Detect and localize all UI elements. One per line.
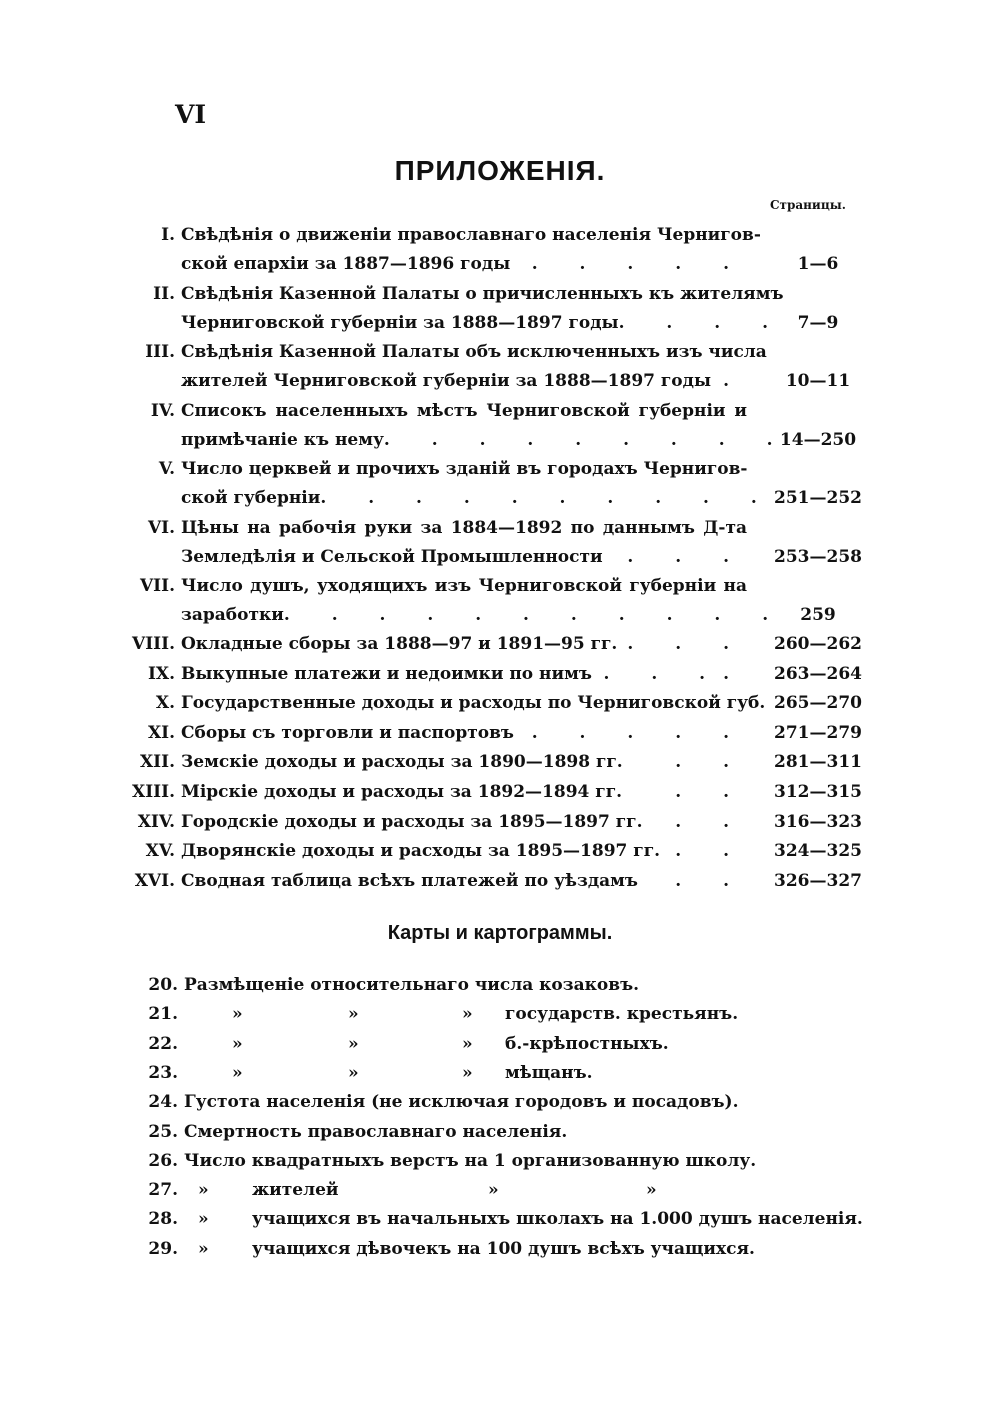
appendix-title: Дворянскіе доходы и расходы за 1895—1897 гг. [181,841,661,862]
ditto-mark: » [232,1062,243,1083]
appendix-pages: 263—264 [774,663,862,684]
appendix-pages: 253—258 [774,546,862,567]
ditto-mark: » [462,1062,473,1083]
map-number: 22. [148,1033,178,1054]
leader-dots: . . . [627,634,747,654]
ditto-mark: » [462,1033,473,1054]
appendix-pages: 7—9 [797,312,839,333]
map-text: учащихся дѣвочекъ на 100 душъ всѣхъ учащихся. [252,1238,755,1259]
appendix-number: XI. [147,722,175,743]
leader-dots: . . [675,752,747,773]
map-number: 25. [148,1121,178,1142]
appendix-text-line1: Свѣдѣнія о движеніи православнаго населенія Чернигов- [181,225,761,245]
appendix-number: VIII. [132,634,175,654]
ditto-mark: » [348,1004,359,1025]
appendix-text-line2 [181,543,747,572]
map-text: Густота населенія (не исключая городовъ и посадовъ). [184,1092,739,1113]
appendix-text-line1: Свѣдѣнія Казенной Палаты о причисленныхъ къ жителямъ [181,283,784,304]
appendix-title-end: Земледѣлія и Сельской Промышленности [181,546,603,567]
appendix-pages: 324—325 [774,841,862,862]
leader-dots: . . [675,841,747,862]
appendix-text-line2 [181,367,747,396]
appendix-number: XII. [139,752,175,773]
appendix-pages: 259 [800,605,836,625]
ditto-mark: » [198,1209,209,1230]
ditto-mark: » [646,1180,657,1201]
appendix-number: III. [145,342,175,362]
map-number: 28. [148,1209,178,1230]
appendix-text [181,808,747,837]
appendix-text [181,689,766,718]
appendix-pages: 312—315 [774,782,862,802]
appendix-number: IV. [150,400,175,421]
ditto-mark: » [198,1238,209,1259]
leader-dots: . . [675,782,747,802]
appendix-title: Сборы съ торговли и паспортовъ [181,722,514,743]
appendix-text-line1: Свѣдѣнія Казенной Палаты объ исключенныхъ изъ числа [181,342,767,362]
leader-dots: . . . . . [531,722,747,743]
map-number: 26. [148,1150,178,1171]
appendix-text [181,660,747,689]
page-number: VI [175,100,207,129]
appendix-number: VII. [139,576,175,596]
map-number: 24. [148,1092,178,1113]
appendix-text [181,719,747,748]
appendix-text-line2 [181,426,791,455]
map-text: государств. крестьянъ. [505,1004,739,1025]
map-text: мѣщанъ. [505,1062,593,1083]
appendix-pages: 260—262 [774,634,862,654]
ditto-mark: » [348,1033,359,1054]
appendix-pages: 281—311 [774,752,862,773]
appendix-number: X. [155,693,175,714]
appendix-title: Государственные доходы и расходы по Черниговской губ. [181,693,766,714]
appendix-number: I. [161,225,175,245]
appendix-text-line1: Цѣны на рабочія руки за 1884—1892 по даннымъ Д-та [181,517,747,538]
appendix-pages: 10—11 [785,371,851,391]
appendix-title: Выкупные платежи и недоимки по нимъ [181,663,592,684]
appendix-text-line1: Списокъ населенныхъ мѣстъ Черниговской губерніи и [181,400,747,421]
leader-dots: . [723,371,747,391]
appendix-pages: 14—250 [779,429,857,450]
appendix-pages: 271—279 [774,722,862,743]
map-text: Размѣщеніе относительнаго числа козаковъ. [184,975,640,995]
map-number: 27. [148,1180,178,1201]
ditto-mark: » [198,1180,209,1201]
leader-dots: . . . . . . . . . . [320,488,775,508]
appendix-number: II. [153,283,175,304]
map-text: б.-крѣпостныхъ. [505,1033,669,1054]
appendix-pages: 1—6 [797,254,839,274]
appendix-text [181,778,747,807]
appendix-pages: 316—323 [774,811,862,832]
ditto-mark: » [488,1180,499,1201]
appendix-pages: 326—327 [774,870,862,891]
appendix-pages: 265—270 [774,693,862,714]
map-number: 21. [148,1004,178,1025]
appendix-title: Окладные сборы за 1888—97 и 1891—95 гг. [181,634,618,654]
map-text: жителей [252,1180,339,1201]
appendix-text-line1: Число душъ, уходящихъ изъ Черниговской губерніи на [181,576,747,596]
appendix-text [181,748,747,777]
appendix-title-end: примѣчаніе къ нему [181,429,384,450]
leader-dots: . . [675,870,747,891]
appendix-number: VI. [147,517,175,538]
map-number: 29. [148,1238,178,1259]
ditto-mark: » [462,1004,473,1025]
leader-dots: . . [675,811,747,832]
maps-section-title: Карты и картограммы. [387,922,613,944]
appendix-number: XV. [145,841,175,862]
appendix-title-end: Черниговской губерніи за 1888—1897 годы [181,312,619,333]
appendix-text [181,837,747,866]
appendix-text [181,867,747,896]
leader-dots: . . . . . . . . . [383,429,791,450]
page-title: ПРИЛОЖЕНІЯ. [394,155,606,186]
appendix-title-end: жителей Черниговской губерніи за 1888—1897 годы [181,371,712,391]
appendix-number: IX. [147,663,175,684]
map-text: Число квадратныхъ верстъ на 1 организованную школу. [184,1150,757,1171]
appendix-number: XIV. [137,811,175,832]
appendix-title-end: ской губерніи [181,488,321,508]
appendix-title: Сводная таблица всѣхъ платежей по уѣздамъ [181,870,638,891]
appendix-pages: 251—252 [774,488,862,508]
appendix-text-line2 [181,250,747,279]
map-text: Смертность православнаго населенія. [184,1121,568,1142]
leader-dots: . . . [627,546,747,567]
appendix-text-line2 [181,484,775,513]
ditto-mark: » [232,1004,243,1025]
map-number: 23. [148,1062,178,1083]
appendix-number: XVI. [134,870,175,891]
appendix-number: V. [158,459,175,479]
appendix-text-line2 [181,309,787,338]
leader-dots: . . .. [603,663,747,684]
appendix-text-line2 [181,601,787,630]
appendix-text [181,630,747,659]
appendix-text-line1: Число церквей и прочихъ зданій въ городахъ Чернигов- [181,459,748,479]
appendix-title: Мірскіе доходы и расходы за 1892—1894 гг. [181,782,623,802]
pages-column-header: Страницы. [770,198,846,212]
leader-dots: . . . . . . . . . . . [283,605,787,625]
ditto-mark: » [348,1062,359,1083]
appendix-title-end: ской епархіи за 1887—1896 годы [181,254,511,274]
leader-dots: . . . . . [531,254,747,274]
appendix-number: XIII. [132,782,175,802]
appendix-title: Земскіе доходы и расходы за 1890—1898 гг. [181,752,623,773]
leader-dots: . . . . [618,312,787,333]
ditto-mark: » [232,1033,243,1054]
appendix-title-end: заработки [181,605,284,625]
map-text: учащихся въ начальныхъ школахъ на 1.000 душъ населенія. [252,1209,863,1230]
map-number: 20. [148,975,178,995]
appendix-title: Городскіе доходы и расходы за 1895—1897 гг. [181,811,643,832]
